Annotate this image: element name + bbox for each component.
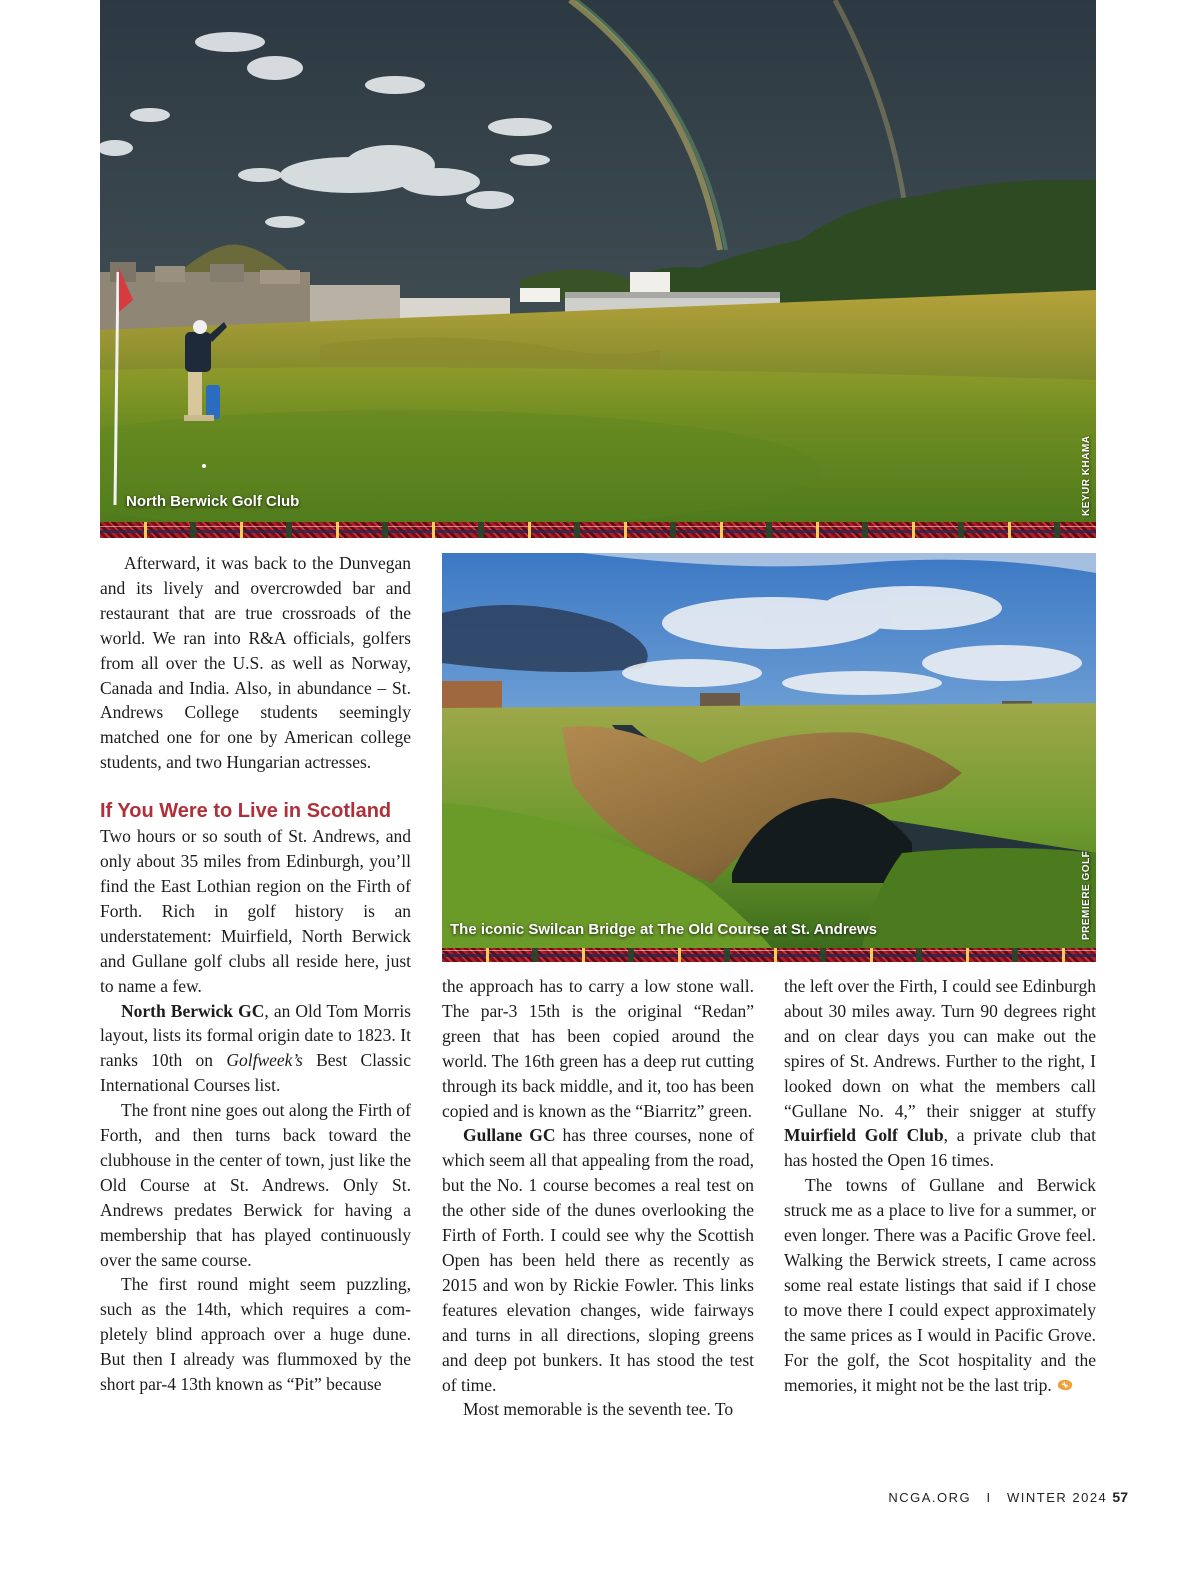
page-footer xyxy=(820,1489,1128,1505)
north-berwick-photo xyxy=(100,0,1096,522)
paragraph: Two hours or so south of St. Andrews, and only about 35 miles from Edinburgh, you’ll find the East Lothian region on the Firth of Forth. Rich in golf history is an understatement: Muirfield, North Berwick and Gullane golf clubs all reside here, just to name a few. xyxy=(100,826,411,996)
publication-name: Golfweek’s xyxy=(226,1050,303,1071)
section-heading: If You Were to Live in Scotland xyxy=(100,800,392,823)
tartan-border-bridge xyxy=(442,948,1096,962)
swilcan-bridge-caption: The iconic Swilcan Bridge at The Old Course at St. Andrews xyxy=(450,921,878,938)
footer-separator: I xyxy=(986,1490,992,1505)
paragraph: The front nine goes out along the Firth of Forth, and then turns back toward the clubhouse in the center of town, just like the Old Course at St. Andrews. Only St. Andrews predates Berwick for having a membership that has played continuously over the same course. xyxy=(100,1100,411,1270)
paragraph xyxy=(784,1173,1096,1397)
page-number: 57 xyxy=(1112,1489,1128,1505)
article-column-1 xyxy=(100,551,411,1397)
footer-site: NCGA.ORG xyxy=(888,1490,972,1505)
gullane-gc-name: Gullane GC xyxy=(463,1125,556,1146)
paragraph xyxy=(442,1123,754,1397)
text-run: has three courses, none of which seem all that appealing from the road, but the No. 1 course becomes a real test on the other side of the dunes overlooking the Firth of Forth. I could see why the Scottish Open has been held there as recently as 2015 and won by Rickie Fowler. This links features elevation changes, wide fairways and turns in all directions, sloping greens and deep pot bunkers. It has stood the test of time. xyxy=(442,1125,754,1395)
paragraph: The first round might seem puzzling, such as the 14th, which requires a completely blind approach over a huge dune. But then I already was flummoxed by the short par-4 13th known as “Pit” because xyxy=(100,1274,411,1395)
paragraph xyxy=(100,999,411,1099)
paragraph: the approach has to carry a low stone wall. The par-3 15th is the original “Redan” green that has been copied around the world. The 16th green has a deep rut cutting through its back middle, and it, too has been copied and is known as the “Biarritz” green. xyxy=(442,976,754,1121)
text-run: Best Classic International Courses list. xyxy=(100,1050,411,1096)
text-run: , a private club that has hosted the Open 16 times. xyxy=(784,1125,1097,1171)
text-run: the left over the Firth, I could see Edinburgh about 30 miles away. Turn 90 degrees right and on clear days you can make out the spires of St. Andrews. Further to the right, I looked down on what the members call “Gullane No. 4,” their snigger at stuffy xyxy=(784,976,1096,1121)
swilcan-bridge-credit: PREMIERE GOLF xyxy=(1081,850,1092,940)
north-berwick-image xyxy=(100,0,1096,522)
paragraph: Afterward, it was back to the Dunvegan and its lively and overcrowded bar and restaurant that are true crossroads of the world. We ran into R&A officials, golfers from all over the U.S. as well as Norway, Canada and India. Also, in abundance – St. Andrews College students seemingly matched one for one by American college students, and two Hungarian actresses. xyxy=(100,553,411,773)
north-berwick-gc-name: North Berwick GC xyxy=(121,1000,265,1021)
north-berwick-credit: KEYUR KHAMA xyxy=(1081,435,1092,516)
ncga-end-mark-icon xyxy=(1056,1378,1074,1392)
north-berwick-caption: North Berwick Golf Club xyxy=(126,493,300,510)
tartan-border-top xyxy=(100,522,1096,538)
swilcan-bridge-photo xyxy=(442,553,1096,948)
swilcan-bridge-image xyxy=(442,553,1096,948)
article-column-2 xyxy=(442,974,754,1422)
paragraph: Most memorable is the seventh tee. To xyxy=(463,1399,734,1420)
paragraph xyxy=(784,974,1096,1173)
footer-issue: WINTER 2024 xyxy=(1006,1490,1108,1505)
text-run: , an Old Tom Morris layout, lists its formal origin date to 1823. It ranks 10th on xyxy=(100,1000,411,1071)
muirfield-golf-club-name: Muirfield Golf Club xyxy=(784,1125,944,1146)
text-run: The towns of Gullane and Berwick struck me as a place to live for a summer, or even longer. There was a Pacific Grove feel. Walking the Berwick streets, I came across some real estate listings that said if I chose to move there I could expect approximately the same prices as I would in Pacific Grove. For the golf, the Scot hospitality and the memories, it might not be the last trip. xyxy=(784,1175,1096,1395)
article-column-3 xyxy=(784,974,1096,1397)
